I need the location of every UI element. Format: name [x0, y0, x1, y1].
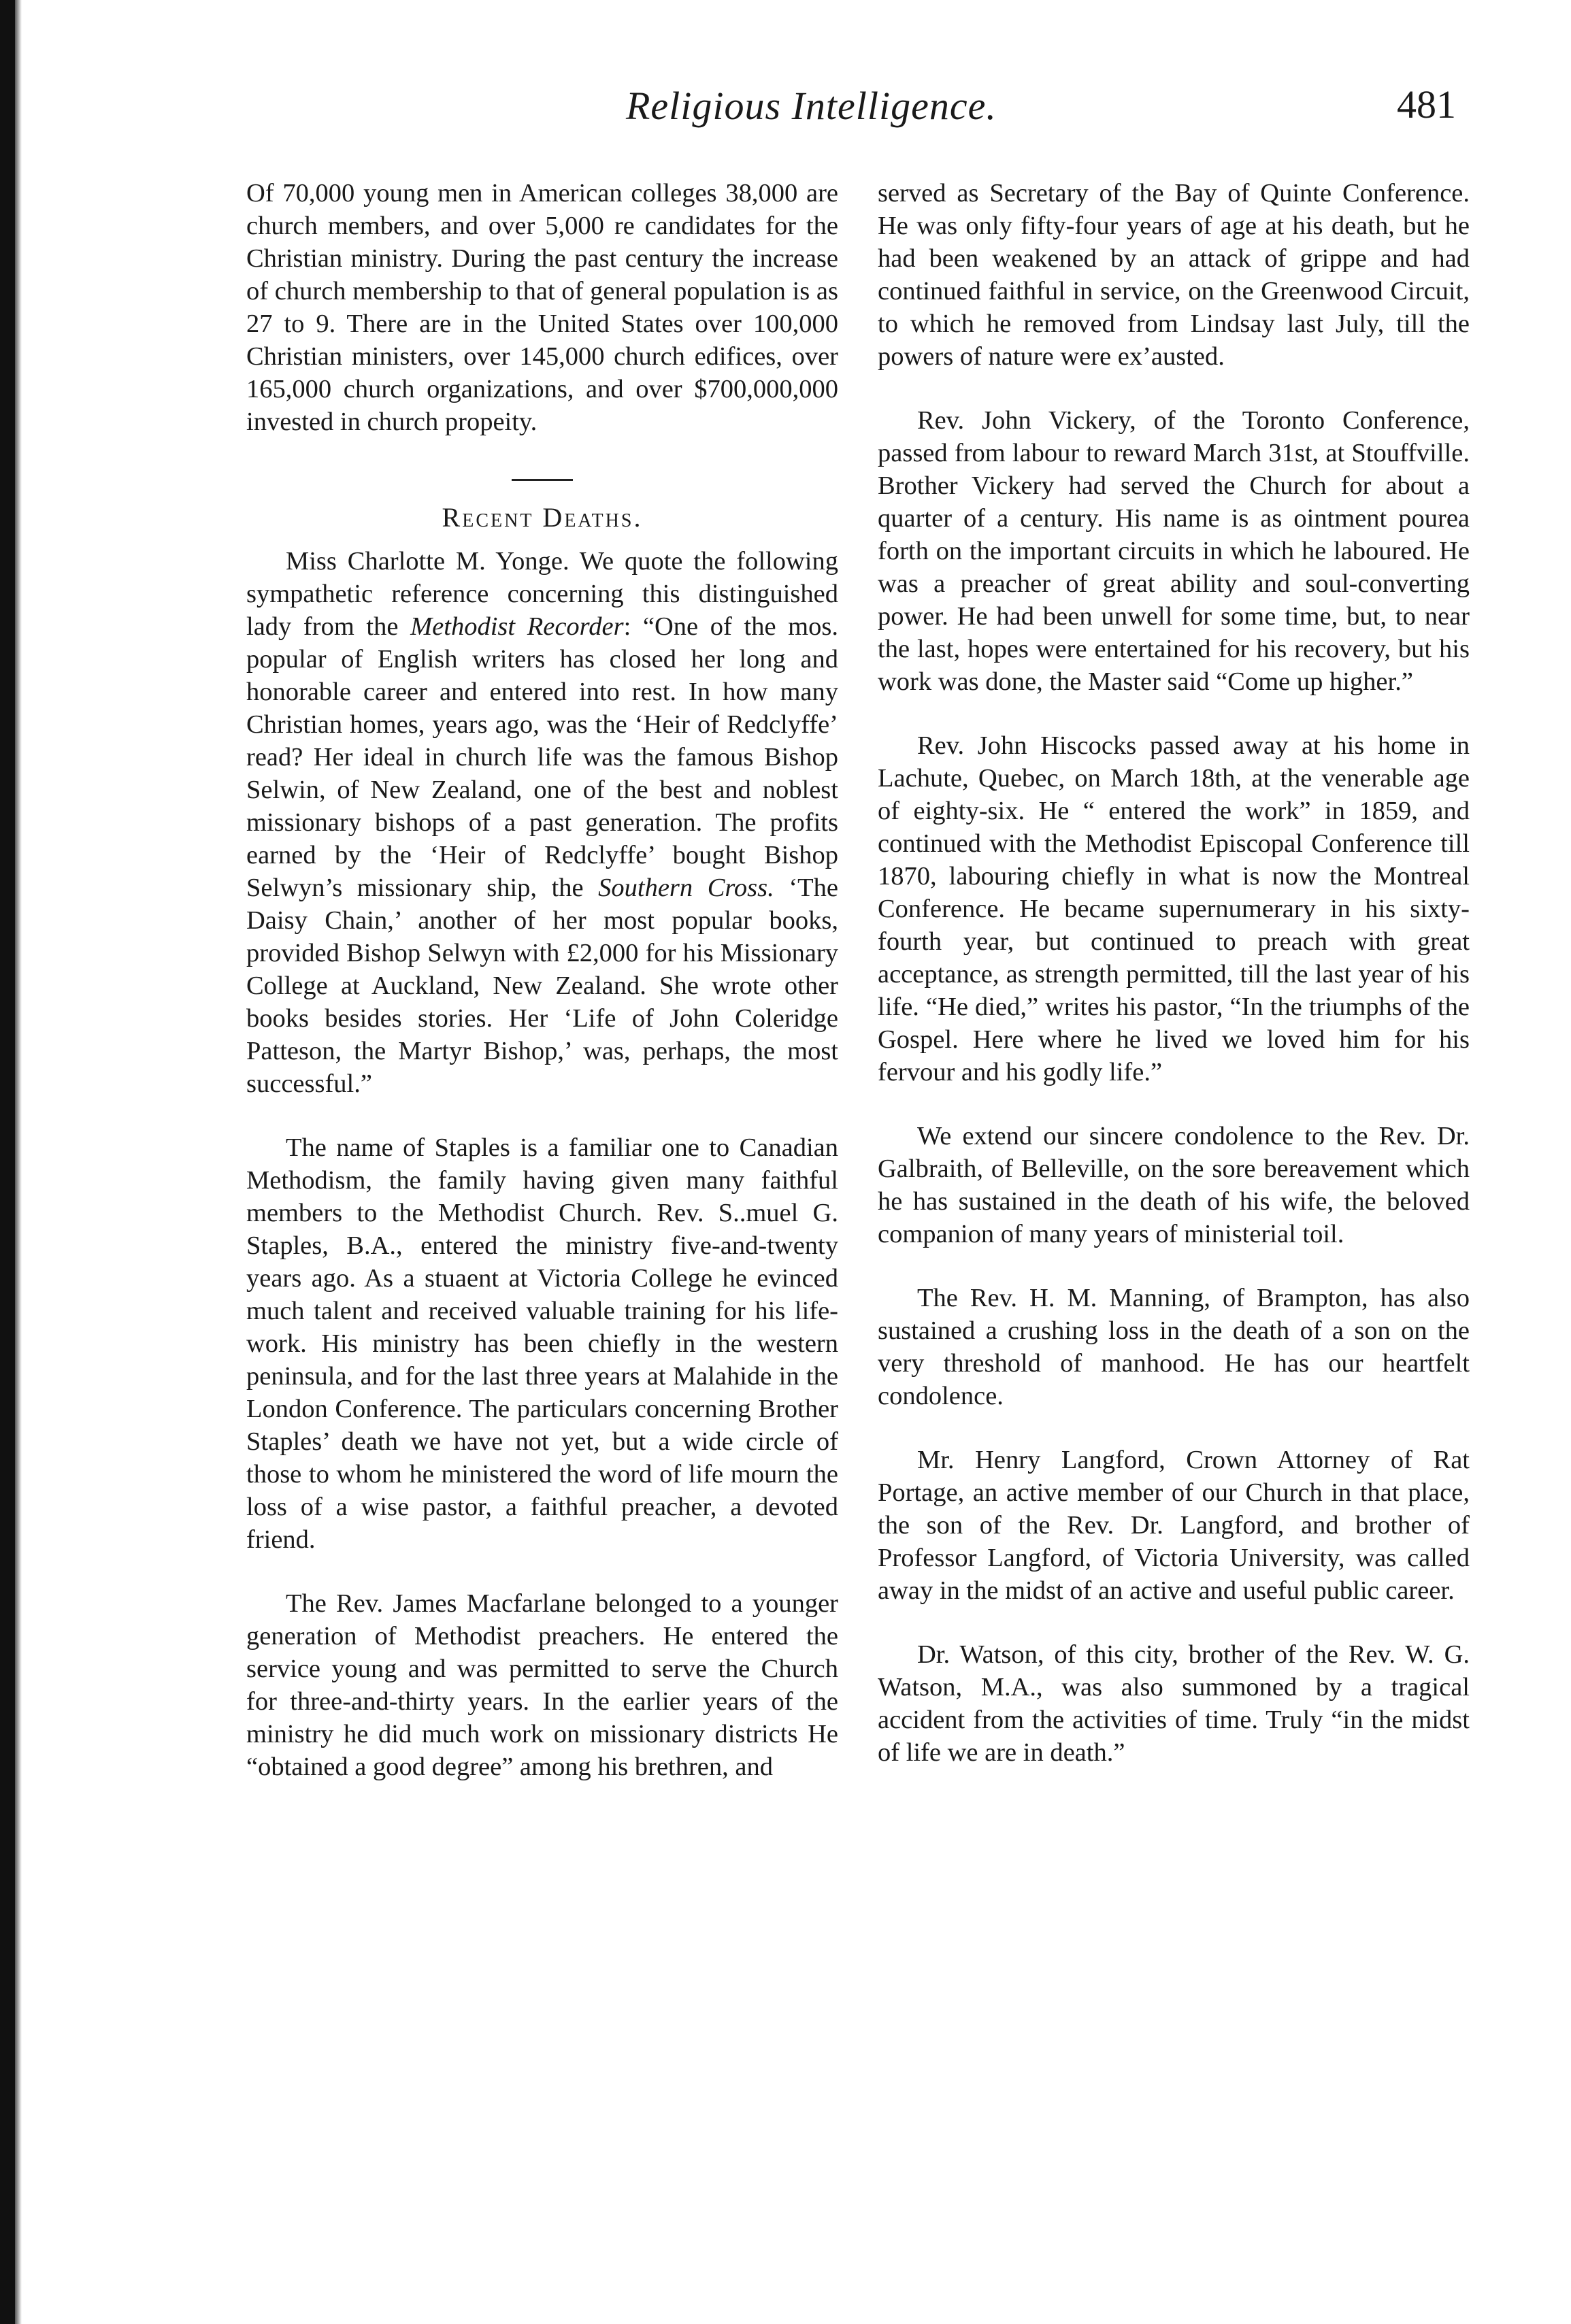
paragraph-macfarlane-continued: served as Secretary of the Bay of Quinte Conference. He was only fifty-four years of age at his death, but he had been weakened by an attack of grippe and had continued faithful in service, on the Greenwood Circuit, to which he removed from Lindsay last July, till the powers of nature were ex’austed. — [878, 179, 1470, 371]
paragraph-hiscocks: Rev. John Hiscocks passed away at his home in Lachute, Quebec, on March 18th, at the venerable age of eighty-six. He “ entered the work” in 1859, and continued with the Methodist Episcopal Conference till 1870, labouring chiefly in what is now the Montreal Conference. He became supernumerary in his sixty-fourth year, but continued to preach with great acceptance, as strength permitted, till the last year of his life. “He died,” writes his pastor, “In the triumphs of the Gospel. Here where he lived we loved him for his fervour and his godly life.” — [878, 731, 1470, 1086]
paragraph-vickery: Rev. John Vickery, of the Toronto Conference, passed from labour to reward March 31st, at Stouffville. Brother Vickery had served the Church for about a quarter of a century. His name is as ointment pourea forth on the important circuits in which he laboured. He was a preacher of great ability and soul-converting power. He had been unwell for some time, but, to near the last, hopes were entertained for his recovery, but his work was done, the Master said “Come up higher.” — [878, 406, 1470, 696]
page-number: 481 — [1397, 82, 1456, 127]
paragraph-college-statistics: Of 70,000 young men in American colleges 38,000 are church members, and over 5,000 re candidates for the Christian ministry. During the past century the increase of church membership to that of general population is as 27 to 9. There are in the United States over 100,000 Christian ministers, over 145,000 church edifices, over 165,000 church organizations, and over $700,000,000 invested in church propeity. — [246, 179, 838, 436]
paragraph-watson: Dr. Watson, of this city, brother of the Rev. W. G. Watson, M.A., was also summoned by a tragical accident from the activities of time. Truly “in the midst of life we are in death.” — [878, 1640, 1470, 1767]
section-heading-recent-deaths: Recent Deaths. — [442, 502, 643, 533]
paragraph-macfarlane: The Rev. James Macfarlane belonged to a younger generation of Methodist preachers. He entered the service young and was permitted to serve the Church for three-and-thirty years. In the earlier years of the ministry he did much work on missionary districts He “obtained a good degree” among his brethren, and — [246, 1589, 838, 1781]
yonge-text-c: : “One of the mos. popular of English writers has closed her long and honorable career and entered into rest. In how many Christian homes, years ago, was the ‘Heir of Redclyffe’ read? Her ideal in church life was the famous Bishop Selwin, of New Zealand, one of the best and noblest missionary bishops of a past generation. The profits earned by the ‘Heir of Redclyffe’ bought Bishop Selwyn’s missionary ship, the — [246, 612, 838, 902]
running-title: Religious Intelligence. — [626, 84, 997, 128]
binding-edge — [0, 0, 15, 2324]
paragraph-charlotte-yonge — [246, 545, 838, 1100]
paragraph-staples: The name of Staples is a familiar one to Canadian Methodism, the family having given many faithful members to the Methodist Church. Rev. S..muel G. Staples, B.A., entered the ministry five-and-twenty years ago. As a stuaent at Victoria College he evinced much talent and received valuable training for his life-work. His ministry has been chiefly in the western peninsula, and for the last three years at Malahide in the London Conference. The particulars concerning Brother Staples’ death we have not yet, but a wide circle of those to whom he ministered the word of life mourn the loss of a wise pastor, a faithful preacher, a devoted friend. — [246, 1133, 838, 1554]
paragraph-manning: The Rev. H. M. Manning, of Brampton, has also sustained a crushing loss in the death of a son on the very threshold of manhood. He has our heartfelt condolence. — [878, 1284, 1470, 1410]
right-column — [878, 177, 1470, 1800]
paragraph-langford: Mr. Henry Langford, Crown Attorney of Rat Portage, an active member of our Church in that place, the son of the Rev. Dr. Langford, and brother of Professor Langford, of Victoria University, was called away in the midst of an active and useful public career. — [878, 1446, 1470, 1605]
yonge-text-a: Miss Charlotte M. Yonge. We quote the following sympathetic reference concerning this distinguished lady from the — [246, 547, 838, 641]
page-header — [245, 75, 1456, 136]
section-rule — [512, 479, 573, 481]
paragraph-galbraith: We extend our sincere condolence to the Rev. Dr. Galbraith, of Belleville, on the sore bereavement which he has sustained in the death of his wife, the beloved companion of many years of ministerial toil. — [878, 1122, 1470, 1248]
left-column — [246, 177, 838, 1814]
yonge-text-e: ‘The Daisy Chain,’ another of her most popular books, provided Bishop Selwyn with £2,000 for his Missionary College at Auckland, New Zealand. She wrote other books besides stories. Her ‘Life of John Coleridge Patteson, the Martyr Bishop,’ was, perhaps, the most successful.” — [246, 874, 838, 1098]
southern-cross-title: Southern Cross. — [598, 874, 774, 902]
methodist-recorder-title: Methodist Recorder — [410, 612, 624, 641]
